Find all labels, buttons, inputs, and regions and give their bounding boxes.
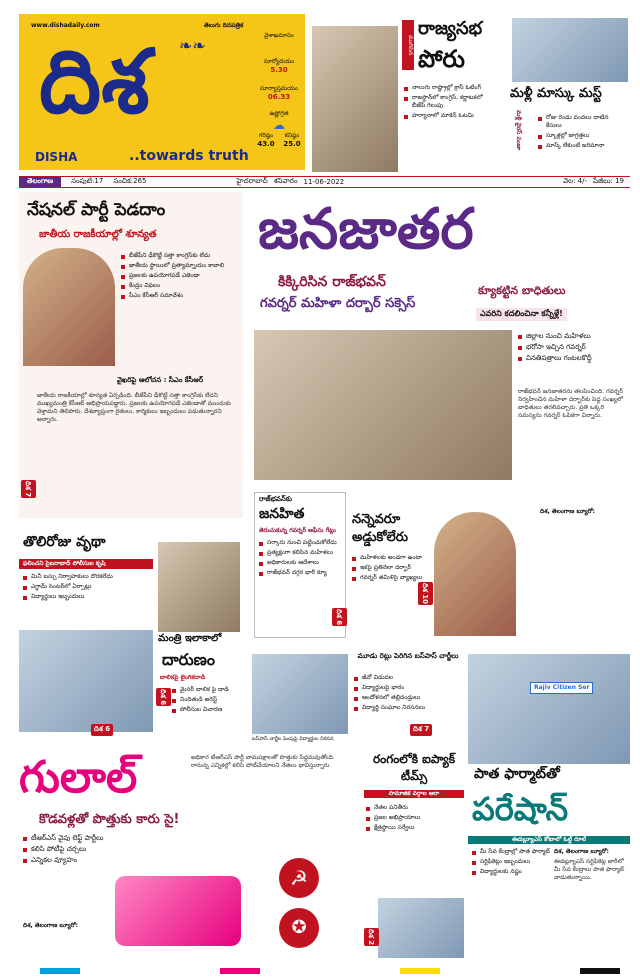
- national-party-page: దిశ 7: [21, 480, 36, 498]
- governor-page: దిశ 10: [418, 582, 433, 605]
- buspass-bullet: జీవో విడుదల: [354, 674, 462, 682]
- ipac-bullets: [364, 804, 464, 832]
- governor-photo: [434, 512, 516, 636]
- sunset-label: సూర్యాస్తమయం: [260, 85, 298, 92]
- gulal-bullet: కలిసి పోటీపై చర్చలు: [23, 845, 183, 854]
- dateline-city: హైదరాబాద్: [236, 177, 268, 185]
- buspass-story: [250, 650, 462, 746]
- paresan-bullet: విద్యార్థులకు నష్టం: [472, 868, 552, 876]
- hammer-sickle-icon: ☭: [279, 858, 319, 898]
- mask-photo: [512, 18, 628, 82]
- dateline-day: శనివారం: [273, 177, 298, 185]
- main-side-sub: ఎవరిని కదలించినా కన్నీళ్లే!: [476, 308, 567, 321]
- first-day-bullet: మినీ బస్సు నిర్వాహకులు దొరకలేదు: [23, 573, 149, 581]
- national-party-bullet: బీజేపీని ఢీకొట్టే సత్తా కాంగ్రెస్‌కు లేదు: [121, 252, 239, 260]
- main-body: రాజ్‌భవన్ జనజాతరను తలపించింది. గవర్నర్ నిర్వహించిన మహిళా దర్బార్‌కు పెద్ద సంఖ్యలో బాధితులు తరలివచ్చారు. ప్రతి ఒక్కరి సమస్యను గవర్నర్ ఓపికగా విన్నారు.: [518, 388, 624, 419]
- paresan-headline2: పరేషాన్: [472, 790, 569, 828]
- mask-badge: మళ్లీ వైరస్ పంజా: [515, 110, 522, 151]
- minister-photo: [158, 542, 240, 632]
- main-bullets: [518, 332, 628, 365]
- ipac-bullet: నేతల పనితీరు: [366, 804, 462, 812]
- minister-story: [156, 528, 242, 738]
- rajyasabha-headline: రాజ్యసభ: [418, 18, 483, 39]
- ipac-photo: [378, 898, 464, 958]
- brand-name: DISHA: [35, 150, 78, 164]
- ipac-story: [364, 752, 464, 964]
- main-story: [248, 192, 630, 642]
- main-bullet: వినతిపత్రాలు గంటలకొద్దీ: [518, 354, 628, 363]
- buspass-bullet: విద్యార్థి సంఘాల నిరసనలు: [354, 704, 462, 712]
- rajyasabha-photo: [312, 26, 398, 172]
- dateline-bar: [19, 176, 630, 188]
- first-day-sub: ఫలించని సైబరాబాద్ పోలీసుల కృషి: [19, 559, 153, 569]
- minister-note: బాలికపై లైంగికదాడి: [160, 674, 206, 681]
- mask-bullet: మాస్క్ లేకుంటే జరిమానా: [538, 142, 626, 150]
- national-party-bullets: [121, 252, 239, 302]
- paresan-headline1: పాత ఫార్మాట్‌తో: [474, 766, 560, 782]
- minister-sub: దారుణం: [162, 650, 215, 669]
- paresan-body: ఈడబ్ల్యూఎస్ సర్టిఫికెట్ల జారీలో మీ సేవ కేంద్రాలు పాత ఫార్మాట్ వాడుతున్నాయి.: [554, 858, 625, 881]
- rajyasabha-subhead: పోరు: [418, 44, 465, 73]
- ipac-bullet: క్షేత్రస్థాయి సర్వేలు: [366, 824, 462, 832]
- governor-bullets: [352, 554, 432, 582]
- logo-birds-icon: ❧❧: [179, 36, 206, 55]
- national-party-bullet: సీఎం కేసీఆర్ సమావేశం: [121, 292, 239, 300]
- rajyasabha-badge: ముగిసిన: [402, 20, 414, 70]
- weather-side-label: వైశాఖమాసం: [264, 32, 294, 39]
- governor-sub: అడ్డుకోలేరు: [352, 530, 408, 545]
- ipac-page: దిశ 2: [364, 928, 379, 946]
- gulal-body: అధికార టీఆర్ఎస్ పార్టీ వామపక్షాలతో పొత్తుకు సిద్ధమవుతోంది. రానున్న ఎన్నికల్లో కలిసి పోటీచేయాలని నేతలు భావిస్తున్నారు.: [191, 754, 335, 769]
- print-mark: [580, 968, 620, 974]
- tagline: ..towards truth: [129, 148, 249, 164]
- main-sub1: కిక్కిరిసిన రాజ్‌భవన్: [278, 274, 386, 290]
- rajbhavan-sub: జనహిత: [259, 506, 305, 522]
- rajyasabha-bullets: [404, 84, 496, 122]
- max-temp-label: గరిష్ఠం: [258, 132, 274, 139]
- rajbhavan-head: రాజ్‌భవన్‌కు: [259, 495, 292, 503]
- paresan-signboard: Rajiv Citizen Ser: [530, 682, 593, 694]
- rajbhavan-note: తెరుచుకున్న గవర్నర్ ఆఫీసు గేట్లు: [259, 527, 336, 534]
- paresan-bullet: మీ సేవ కేంద్రాల్లో పాత ఫార్మాట్: [472, 848, 552, 856]
- pink-car-image: [115, 876, 241, 946]
- dateline-issue: సంచిక:265: [113, 177, 147, 185]
- gulal-bullet: టీఆర్ఎస్ వైపు లెఫ్ట్ పార్టీలు: [23, 834, 183, 843]
- mask-story: [508, 14, 630, 174]
- buspass-caption: బస్‌పాస్ చార్జీల పెంపుపై విద్యార్థుల నిరసన: [252, 736, 334, 742]
- gulal-bullets: [23, 834, 183, 867]
- rajyasabha-bullet: హర్యానాలో మాకెన్ ఓటమి: [404, 112, 496, 120]
- gulal-headline: గులాల్: [19, 752, 138, 803]
- mask-bullet: స్కూళ్లల్లో జాగ్రత్తలు: [538, 132, 626, 140]
- rajyasabha-story: [312, 14, 502, 174]
- rajyasabha-bullet: నాలుగు రాష్ట్రాల్లో క్రాస్ ఓటింగ్: [404, 84, 496, 92]
- buspass-bullet: విద్యార్థులపై భారం: [354, 684, 462, 692]
- rajbhavan-bullets: [255, 537, 345, 581]
- weather-cloud-icon: ☁: [273, 118, 285, 132]
- ipac-sub: సామాజిక వర్గాల ఆరా: [364, 790, 464, 798]
- gulal-bullet: ఎన్నికల వ్యూహం: [23, 856, 183, 865]
- buspass-bullet: ఆందోళనలో తల్లిదండ్రులు: [354, 694, 462, 702]
- gulal-sub: కొడవళ్లతో పొత్తుకు కారు సై!: [39, 812, 180, 827]
- print-mark: [40, 968, 80, 974]
- rajbhavan-page: దిశ 6: [332, 608, 347, 626]
- national-party-story: [19, 192, 243, 518]
- rajbhavan-bullet: రాజ్‌భవన్ దగ్గర భారీ క్యూ: [259, 569, 341, 577]
- site-url[interactable]: www.dishadaily.com: [31, 22, 100, 29]
- main-side-head: క్యూకట్టిన బాధితులు: [478, 284, 566, 297]
- telugu-daily-tag: తెలుగు దినపత్రిక: [204, 22, 244, 29]
- dateline-price: వెల: 4/-: [563, 177, 588, 185]
- first-day-bullet: విద్యార్థులు ఇబ్బందులు: [23, 593, 149, 601]
- first-day-bullet: ఎగ్జామ్ సెంటర్‌లో ఏర్పాట్లు: [23, 583, 149, 591]
- first-day-headline: తొలిరోజు వృథా: [23, 534, 106, 550]
- governor-head: నన్నెవరూ: [352, 512, 401, 527]
- dateline-volume: సంపుటి:17: [71, 177, 104, 185]
- rajbhavan-bullet: అధికారులకు ఆదేశాలు: [259, 559, 341, 567]
- footer-print-marks: [40, 968, 620, 976]
- gulal-story: [19, 750, 359, 964]
- minister-bullet: పోలీసుల విచారణ: [172, 706, 240, 714]
- ipac-bullet: ప్రజల అభిప్రాయాలు: [366, 814, 462, 822]
- rajbhavan-bullet: సర్కారు నుంచి పట్టించుకోలేదు: [259, 539, 341, 547]
- national-party-bullet: కేంద్రం విఫలం: [121, 282, 239, 290]
- dateline-date: 11-06-2022: [303, 178, 345, 186]
- buspass-photo: [252, 654, 348, 734]
- first-day-photo: [19, 630, 153, 732]
- buspass-page: దిశ 7: [410, 724, 432, 736]
- minister-page: దిశ 6: [156, 688, 171, 706]
- temperature-label: ఉష్ణోగ్రత: [269, 110, 289, 117]
- kcr-photo: [23, 248, 115, 366]
- main-credit: దిశ, తెలంగాణ బ్యూరో:: [540, 508, 595, 515]
- minister-bullet: మైనర్ బాలిక పై దాడి: [172, 686, 240, 694]
- mask-bullet: రోజు రెండు వందలు దాటిన కేసులు: [538, 114, 626, 130]
- paresan-bullets: [472, 848, 552, 878]
- paresan-story: [468, 652, 630, 964]
- governor-bullet: ఇకపై ప్రతినెలా దర్బార్: [352, 564, 432, 572]
- rajbhavan-bullet: ప్రత్యక్షంగా కలిసిన మహిళలు: [259, 549, 341, 557]
- governor-box: [352, 512, 432, 632]
- masthead: [19, 14, 305, 170]
- sunrise-time: 5.30: [270, 66, 288, 74]
- buspass-headline: మూడు రెట్లు పెరిగిన బస్‌పాస్ చార్జీలు: [357, 652, 459, 660]
- first-day-bullets: [19, 569, 153, 607]
- main-bullet: భరోసా ఇచ్చిన గవర్నర్: [518, 343, 628, 352]
- national-party-subhead: జాతీయ రాజకీయాల్లో శూన్యత: [39, 229, 157, 240]
- paresan-sub: ఈడబ్ల్యూఎస్ కోటాలో ఓల్డ్ రూల్: [468, 836, 630, 844]
- weather-panel: [253, 32, 305, 168]
- first-day-story: [19, 528, 153, 738]
- buspass-bullets: [354, 674, 462, 714]
- national-party-headline: నేషనల్ పార్టీ పెడదాం: [27, 200, 166, 220]
- print-mark: [220, 968, 260, 974]
- min-temp: 25.0: [283, 140, 301, 148]
- national-party-bullet: ప్రజలకు ఉపయోగపడే ఎజెండా: [121, 272, 239, 280]
- paresan-credit: దిశ, తెలంగాణ బ్యూరో:: [554, 848, 609, 855]
- main-photo: [254, 330, 512, 480]
- ipac-headline: రంగంలోకి ఐప్యాక్ టీమ్స్: [373, 752, 455, 783]
- print-mark: [400, 968, 440, 974]
- sunrise-label: సూర్యోదయం: [263, 58, 295, 65]
- minister-bullets: [172, 686, 240, 716]
- national-party-quote: వైఖరిపై ఆలోచన : సీఎం కేసీఆర్: [117, 376, 204, 384]
- main-headline: జనజాతర: [258, 196, 474, 262]
- gulal-credit: దిశ, తెలంగాణ బ్యూరో:: [23, 922, 78, 929]
- mask-bullets: [538, 114, 626, 152]
- dateline-state: తెలంగాణ: [19, 177, 61, 187]
- first-day-page: దిశ 6: [91, 724, 113, 736]
- mask-headline: మళ్లీ మాస్కు మస్ట్: [510, 86, 602, 101]
- cpm-emblem-icon: ✪: [279, 908, 319, 948]
- dateline-pages: పేజీలు: 19: [593, 177, 624, 185]
- main-sub2: గవర్నర్ మహిళా దర్బార్ సక్సెస్: [260, 296, 416, 311]
- governor-bullet: గవర్నర్ తమిళిసై వ్యాఖ్యలు: [352, 574, 432, 582]
- national-party-bullet: జాతీయ స్థాయిలో ప్రత్యామ్నాయం కావాలి: [121, 262, 239, 270]
- logo: దిశ: [39, 29, 150, 133]
- governor-bullet: మహిళలకు అండగా ఉంటా: [352, 554, 432, 562]
- rajyasabha-bullet: రాజస్థాన్‌లో కాంగ్రెస్, కర్ణాటకలో బీజేపీ గెలుపు: [404, 94, 496, 110]
- sunset-time: 06.33: [267, 93, 291, 101]
- national-party-body: జాతీయ రాజకీయాల్లో శూన్యత ఏర్పడింది. బీజేపీని ఢీకొట్టే సత్తా కాంగ్రెస్‌కు లేదని ముఖ్యమంత్రి కేసీఆర్ అభిప్రాయపడ్డారు. ప్రజలకు ఉపయోగపడే ఎజెండాతో ముందుకు వెళ్తామని తెలిపారు. దేశవ్యాప్తంగా రైతులు, కార్మికులు ఇబ్బందులు పడుతున్నారని అన్నారు.: [37, 392, 231, 423]
- paresan-bullet: సర్టిఫికెట్లు ఇబ్బందులు: [472, 858, 552, 866]
- minister-headline: మంత్రి ఇలాకాలో: [158, 633, 222, 644]
- max-temp: 43.0: [257, 140, 275, 148]
- minister-bullet: నిందితుడి అరెస్ట్: [172, 696, 240, 704]
- main-bullet: జిల్లాల నుంచి మహిళలు: [518, 332, 628, 341]
- min-temp-label: కనిష్ఠం: [284, 132, 300, 139]
- paresan-photo: [468, 654, 630, 764]
